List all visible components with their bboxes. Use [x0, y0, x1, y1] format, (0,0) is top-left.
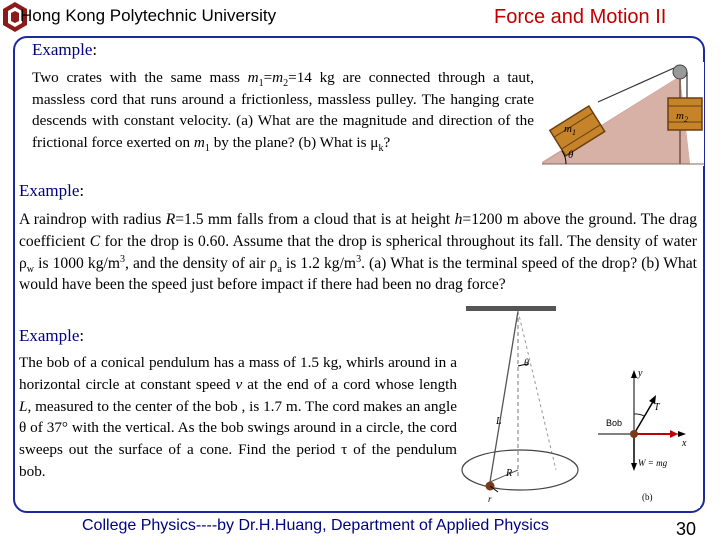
fig3-theta-label: θ	[524, 358, 529, 369]
fig3-part-label: (b)	[642, 492, 653, 502]
fig3-bob-label: Bob	[606, 418, 623, 428]
fig3-T-label: T	[654, 402, 660, 413]
example-3-heading: Example:	[19, 326, 85, 345]
example-1-text: Two crates with the same mass $m_1=m_2=14$ kg are connected through a taut, massless cord that runs around a frictionless, massless pulley. The hanging crate descends with constant velocity. (a) What are the magnitude and direction of the frictional force exerted on $m_1$ by the plane? (b) What is $\mu_k$?	[32, 69, 534, 154]
university-name: Hong Kong Polytechnic University	[20, 6, 277, 25]
conical-pendulum-figure	[458, 306, 700, 508]
fig3-y-axis-label: y	[638, 368, 643, 379]
example-2-heading: Example:	[19, 181, 85, 200]
slide-title: Force and Motion II	[494, 6, 667, 28]
example-3-text: The bob of a conical pendulum has a mass of 1.5 kg, whirls around in a horizontal circle at constant speed v at the end of a cord whose length L, measured to the center of the bob , is 1.7 m. The cord makes an angle θ of 37° with the vertical. As the bob swings around in a circle, the cord sweeps out the surface of a cone. Find the period τ of the pendulum bob.	[19, 354, 457, 480]
inclined-plane-figure	[542, 62, 704, 166]
fig1-m1-label: m	[564, 123, 572, 135]
svg-text:m1: $m_1$	[564, 123, 576, 137]
example-2-text: A raindrop with radius R=1.5 mm falls from a cloud that is at height h=1200 m above the ground. The drag coefficient C for the drop is 0.60. Assume that the drop is spherical throughout its fall. The density of water $\rho_w$ is 1000 $kg/m^3$, and the density of air $\rho_a$ is 1.2 $kg/m^3$. (a) What is the terminal speed of the drop? (b) What would have been the speed just before impact if there had been no drag force?	[19, 211, 698, 294]
fig3-r-label: r	[488, 494, 492, 504]
fig1-m2-label: m	[676, 110, 684, 122]
fig1-theta-label: θ	[568, 149, 574, 161]
fig3-L-label: L	[496, 416, 502, 427]
example-1-heading: Example:	[32, 40, 98, 59]
fig3-R-label: R	[506, 468, 513, 479]
fig3-x-axis-label: x	[682, 438, 687, 449]
fig3-W-label: W = mg	[638, 458, 668, 468]
page-number: 30	[676, 519, 697, 539]
svg-text:m2: $m_2$	[676, 110, 688, 124]
footer-credit: College Physics----by Dr.H.Huang, Department of Applied Physics	[82, 517, 549, 534]
